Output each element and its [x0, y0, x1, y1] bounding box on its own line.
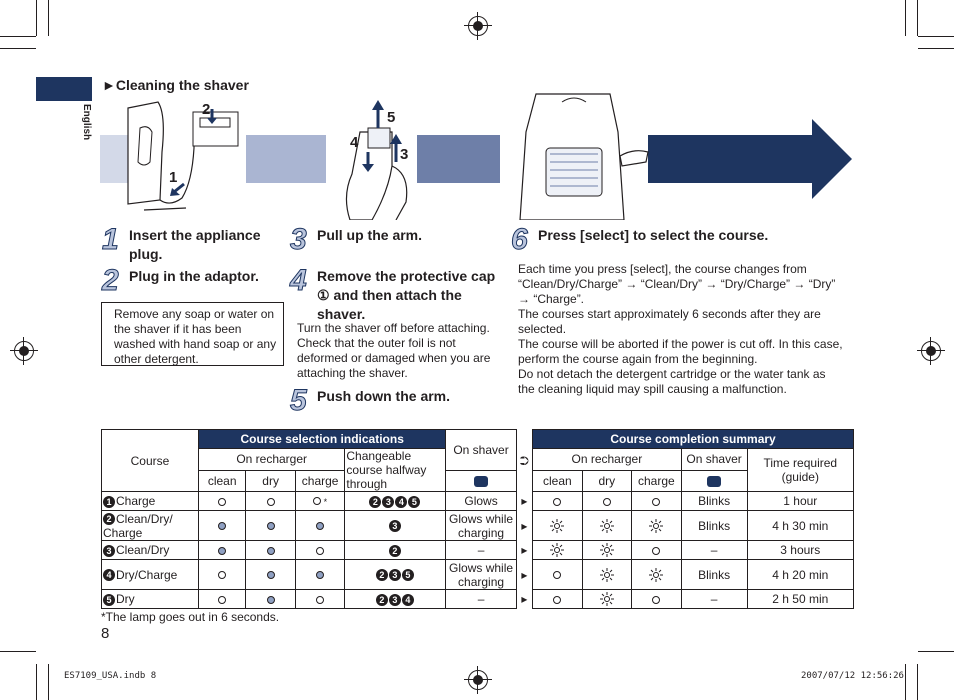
course-number-icon: 5 — [402, 569, 414, 581]
slug-file: ES7109_USA.indb 8 — [64, 671, 157, 681]
crop-mark — [36, 664, 37, 700]
header-time: Time required (guide) — [747, 449, 853, 492]
lamp-blink-icon — [649, 568, 663, 582]
lamp-blink-icon — [600, 592, 614, 606]
table-row — [102, 560, 854, 590]
header-on-recharger-2: On recharger — [533, 449, 682, 471]
header-on-shaver-2: On shaver — [681, 449, 747, 471]
lamp-on-icon — [218, 547, 226, 555]
lamp-on-icon — [267, 547, 275, 555]
time-required: 2 h 50 min — [747, 590, 853, 609]
course-number-icon: 2 — [389, 545, 401, 557]
course-number-icon: 3 — [389, 520, 401, 532]
lamp-off-icon — [218, 571, 226, 579]
arrow-right-icon: ▸ — [521, 592, 528, 606]
lamp-off-icon — [553, 571, 561, 579]
on-shaver-status: Glows while charging — [446, 560, 516, 590]
crop-mark — [36, 0, 37, 36]
recharger-sketch — [128, 102, 163, 204]
recharger-lamp-charge — [295, 560, 345, 590]
table-row — [102, 492, 854, 511]
step-number-1: 1 — [102, 223, 119, 256]
arrow-cell — [516, 541, 533, 560]
step6-para-2: The courses start approximately 6 seconds after they are selected. — [518, 307, 821, 336]
step6-para-3: The course will be aborted if the power is cut off. In this case, perform the course again from the beginning. — [518, 337, 843, 366]
table-row — [102, 541, 854, 560]
header-course: Course — [102, 430, 199, 492]
bg-panel-1 — [100, 135, 130, 183]
header-charge: charge — [295, 470, 345, 492]
callout-1: 1 — [169, 169, 178, 186]
shaver-lamp-cell — [446, 470, 516, 492]
step-body-4: Turn the shaver off before attaching. Check that the outer foil is not deformed or damaged when you are attaching the shaver. — [297, 321, 491, 380]
header-charge-2: charge — [632, 470, 682, 492]
time-required: 4 h 20 min — [747, 560, 853, 590]
recharger-lamp-charge — [295, 590, 345, 609]
bg-panel-3 — [417, 135, 500, 183]
lamp-on-icon — [267, 571, 275, 579]
header-dry: dry — [246, 470, 296, 492]
course-number-icon: 3 — [103, 545, 115, 557]
crop-mark — [48, 664, 49, 700]
header-dry-2: dry — [582, 470, 632, 492]
summary-lamp-charge — [632, 560, 682, 590]
lamp-on-icon — [267, 596, 275, 604]
header-completion: Course completion summary — [533, 430, 854, 449]
lamp-blink-icon — [600, 543, 614, 557]
on-shaver-summary: – — [681, 541, 747, 560]
on-shaver-summary: Blinks — [681, 492, 747, 511]
arrow-cell — [516, 560, 533, 590]
summary-lamp-charge — [632, 541, 682, 560]
crop-mark — [905, 0, 906, 36]
registration-mark-icon — [468, 670, 488, 690]
lamp-off-icon — [553, 498, 561, 506]
lamp-off-icon — [603, 498, 611, 506]
arrow-panel — [648, 119, 852, 199]
lamp-off-icon — [553, 596, 561, 604]
recharger-lamp-dry — [246, 511, 296, 541]
recharger-lamp-clean — [198, 511, 245, 541]
summary-lamp-clean — [533, 590, 583, 609]
on-shaver-status: Glows while charging — [446, 511, 516, 541]
course-number-icon: 5 — [408, 496, 420, 508]
summary-lamp-dry — [582, 511, 632, 541]
header-on-recharger: On recharger — [198, 449, 344, 471]
recharger-lamp-clean — [198, 590, 245, 609]
course-number-icon: 2 — [376, 594, 388, 606]
arrow-right-icon: ▸ — [521, 543, 528, 557]
step6-para-4: Do not detach the detergent cartridge or the water tank as the cleaning liquid may spill causing a malfunction. — [518, 367, 826, 396]
crop-mark — [918, 651, 954, 652]
course-number-icon: 2 — [369, 496, 381, 508]
recharger-lamp-dry — [246, 541, 296, 560]
header-changeable: Changeable course halfway through — [345, 449, 446, 492]
step-number-2: 2 — [102, 264, 119, 297]
lamp-on-icon — [267, 522, 275, 530]
charge-lamp-icon — [707, 476, 721, 487]
page-number: 8 — [101, 625, 110, 642]
course-number-icon: 3 — [389, 569, 401, 581]
step-title-1: Insert the appliance plug. — [129, 227, 261, 262]
course-name: 2 Clean/Dry/ Charge — [102, 511, 199, 541]
step-number-5: 5 — [290, 384, 307, 417]
language-label: English — [81, 104, 92, 141]
step6-para-1: Each time you press [select], the course changes from “Clean/Dry/Charge” → “Clean/Dry” → “Dry/Charge” → “Dry” → “Charge”. — [518, 262, 836, 306]
summary-lamp-dry — [582, 541, 632, 560]
course-name: 3 Clean/Dry — [102, 541, 199, 560]
crop-mark — [917, 0, 918, 36]
arrow-right-icon: ⮊ — [519, 453, 529, 468]
crop-mark — [48, 0, 49, 36]
lamp-blink-icon — [550, 519, 564, 533]
lamp-on-icon — [218, 522, 226, 530]
table-body — [102, 492, 854, 609]
course-number-icon: 4 — [395, 496, 407, 508]
changeable-courses — [345, 492, 446, 511]
lamp-blink-icon — [600, 568, 614, 582]
course-number-icon: 4 — [103, 569, 115, 581]
changeable-courses — [345, 541, 446, 560]
header-selection: Course selection indications — [198, 430, 446, 449]
crop-mark — [918, 36, 954, 37]
step-body-6 — [518, 262, 844, 397]
arrow-right-icon: ▸ — [521, 518, 528, 533]
illustration-strip — [100, 92, 860, 220]
lamp-blink-icon — [649, 519, 663, 533]
step-title-3: Pull up the arm. — [317, 227, 423, 243]
recharger-lamp-charge — [295, 511, 345, 541]
on-shaver-summary: Blinks — [681, 511, 747, 541]
shaver-lamp-cell-2 — [681, 470, 747, 492]
lamp-on-icon — [316, 571, 324, 579]
crop-mark — [0, 36, 36, 37]
arrow-cell — [516, 590, 533, 609]
on-shaver-summary: Blinks — [681, 560, 747, 590]
step-number-3: 3 — [290, 223, 307, 256]
slug-date: 2007/07/12 12:56:26 — [801, 671, 904, 681]
time-required: 4 h 30 min — [747, 511, 853, 541]
header-clean: clean — [198, 470, 245, 492]
course-number-icon: 3 — [389, 594, 401, 606]
summary-lamp-dry — [582, 492, 632, 511]
lamp-off-icon — [316, 547, 324, 555]
step-title-2: Plug in the adaptor. — [129, 268, 259, 284]
header-on-shaver: On shaver — [446, 430, 516, 471]
lamp-off-icon — [652, 498, 660, 506]
step-title-4: Remove the protective cap ① and then attach the shaver. — [317, 268, 496, 322]
section-title: ►Cleaning the shaver — [102, 77, 249, 93]
arrow-right-icon: ▸ — [521, 567, 528, 582]
summary-lamp-dry — [582, 560, 632, 590]
arrow-cell — [516, 430, 533, 492]
course-name: 1 Charge — [102, 492, 199, 511]
summary-lamp-charge — [632, 492, 682, 511]
course-number-icon: 1 — [103, 496, 115, 508]
summary-lamp-charge — [632, 511, 682, 541]
table-row — [102, 590, 854, 609]
callout-2: 2 — [202, 101, 211, 118]
language-tab — [36, 77, 92, 101]
arrow-cell — [516, 511, 533, 541]
time-required: 1 hour — [747, 492, 853, 511]
on-shaver-status: Glows — [446, 492, 516, 511]
on-shaver-status: – — [446, 590, 516, 609]
summary-lamp-charge — [632, 590, 682, 609]
course-number-icon: 5 — [103, 594, 115, 606]
recharger-lamp-clean — [198, 541, 245, 560]
lamp-off-icon — [267, 498, 275, 506]
step-number-6: 6 — [511, 223, 528, 256]
crop-mark — [0, 48, 36, 49]
summary-lamp-clean — [533, 511, 583, 541]
table-row — [102, 511, 854, 541]
callout-5: 5 — [387, 109, 396, 126]
recharger-lamp-dry — [246, 492, 296, 511]
course-number-icon: 2 — [376, 569, 388, 581]
registration-mark-icon — [14, 341, 34, 361]
summary-lamp-dry — [582, 590, 632, 609]
callout-3: 3 — [400, 146, 409, 163]
step-number-4: 4 — [290, 264, 307, 297]
note-box: Remove any soap or water on the shaver if it has been washed with hand soap or any other detergent. — [101, 302, 284, 366]
lamp-off-icon — [218, 498, 226, 506]
crop-mark — [905, 664, 906, 700]
course-name: 5 Dry — [102, 590, 199, 609]
lamp-off-icon — [313, 497, 321, 505]
outlet-box — [193, 112, 238, 146]
bg-panel-2 — [246, 135, 326, 183]
step-title-6: Press [select] to select the course. — [538, 227, 769, 243]
callout-4: 4 — [350, 134, 359, 151]
lamp-blink-icon — [550, 543, 564, 557]
lamp-off-icon — [652, 596, 660, 604]
lamp-off-icon — [218, 596, 226, 604]
recharger-lamp-clean — [198, 492, 245, 511]
recharger-lamp-charge — [295, 541, 345, 560]
summary-lamp-clean — [533, 560, 583, 590]
registration-mark-icon — [468, 16, 488, 36]
changeable-courses — [345, 511, 446, 541]
lamp-off-icon — [652, 547, 660, 555]
time-required: 3 hours — [747, 541, 853, 560]
summary-lamp-clean — [533, 541, 583, 560]
charge-lamp-icon — [474, 476, 488, 487]
registration-mark-icon — [921, 341, 941, 361]
changeable-courses — [345, 590, 446, 609]
crop-mark — [917, 664, 918, 700]
footnote: *The lamp goes out in 6 seconds. — [101, 610, 280, 624]
recharger-lamp-clean — [198, 560, 245, 590]
course-number-icon: 3 — [382, 496, 394, 508]
lamp-on-icon — [316, 522, 324, 530]
crop-mark — [0, 651, 36, 652]
course-number-icon: 4 — [402, 594, 414, 606]
course-name: 4 Dry/Charge — [102, 560, 199, 590]
recharger-lamp-dry — [246, 560, 296, 590]
course-table — [101, 429, 854, 609]
recharger-lamp-charge — [295, 492, 345, 511]
lamp-off-icon — [316, 596, 324, 604]
course-number-icon: 2 — [103, 513, 115, 525]
asterisk: * — [321, 496, 328, 507]
step-title-5: Push down the arm. — [317, 388, 451, 404]
on-shaver-status: – — [446, 541, 516, 560]
header-clean-2: clean — [533, 470, 583, 492]
lamp-blink-icon — [600, 519, 614, 533]
arrow-right-icon: ▸ — [521, 494, 528, 508]
arrow-cell — [516, 492, 533, 511]
changeable-courses — [345, 560, 446, 590]
summary-lamp-clean — [533, 492, 583, 511]
on-shaver-summary: – — [681, 590, 747, 609]
crop-mark — [918, 48, 954, 49]
recharger-lamp-dry — [246, 590, 296, 609]
